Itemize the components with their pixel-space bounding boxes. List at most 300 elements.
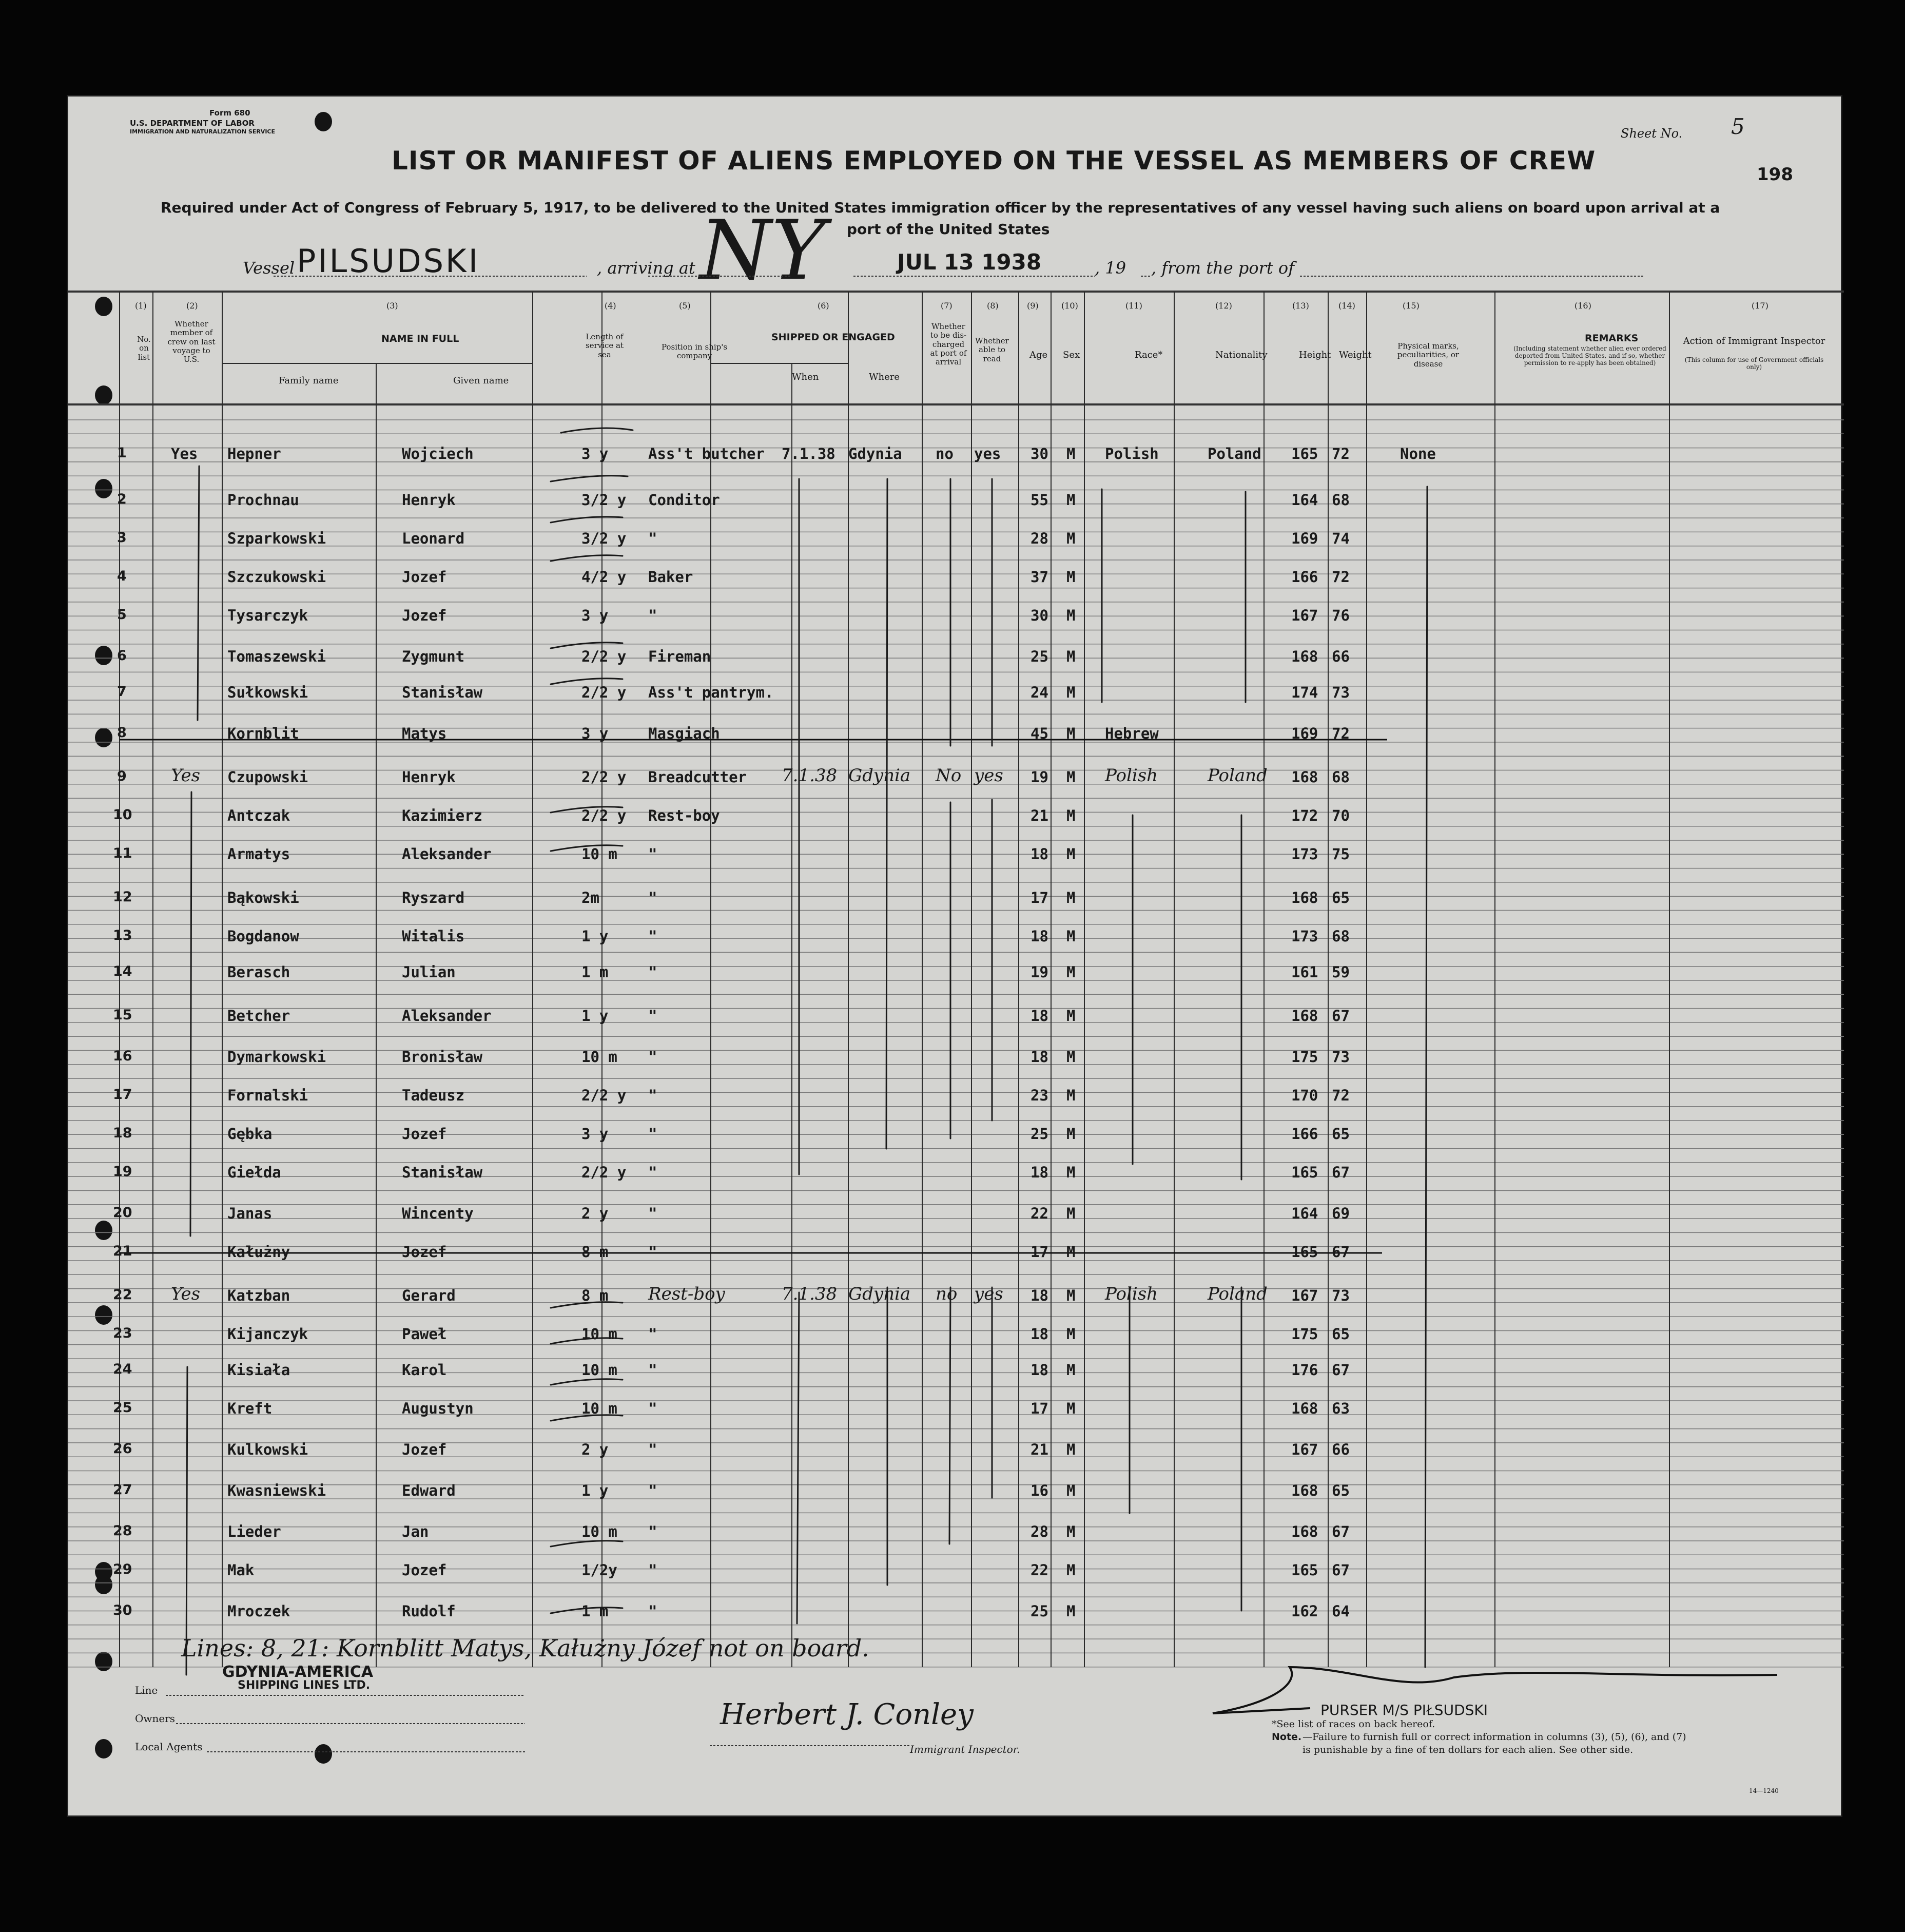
cell-family: Prochnau — [227, 491, 299, 509]
cell-height: 168 — [1291, 1007, 1318, 1025]
arriving-label: , arriving at — [597, 258, 695, 278]
handwritten-note: Lines: 8, 21: Kornblitt Matys, Kałużny Józef not on board. — [181, 1634, 869, 1662]
cell-height: 173 — [1291, 845, 1318, 863]
cell-age: 16 — [1031, 1482, 1048, 1499]
cell-given: Leonard — [402, 530, 465, 547]
cell-height: 168 — [1291, 648, 1318, 665]
cell-race: Hebrew — [1105, 725, 1159, 742]
cell-weight: 76 — [1332, 607, 1350, 624]
header-length-of-service: Length of service at sea — [585, 332, 624, 359]
cell-age: 17 — [1031, 1243, 1048, 1261]
cell-length: 2/2 y — [581, 684, 627, 701]
cell-no: 16 — [113, 1048, 132, 1064]
cell-position: " — [648, 1243, 657, 1261]
cell-given: Tadeusz — [402, 1087, 465, 1104]
form-number: Form 680 — [209, 108, 250, 118]
sheet-number: 5 — [1731, 114, 1745, 139]
header-shipped-engaged: SHIPPED OR ENGAGED — [771, 332, 895, 343]
cell-disch: no — [936, 1284, 958, 1304]
cell-age: 22 — [1031, 1205, 1048, 1222]
header-no-on-list: No. on list — [137, 335, 151, 362]
cell-sex: M — [1066, 963, 1076, 981]
races-note: *See list of races on back hereof. — [1272, 1718, 1435, 1730]
header-when: When — [792, 372, 819, 382]
cell-family: Katzban — [227, 1287, 290, 1304]
purser-stamp: PURSER M/S PIŁSUDSKI — [1320, 1702, 1488, 1718]
header-sex: Sex — [1063, 350, 1080, 360]
cell-age: 18 — [1031, 1325, 1048, 1343]
service-name: IMMIGRATION AND NATURALIZATION SERVICE — [130, 128, 276, 135]
cell-family: Gębka — [227, 1125, 273, 1143]
column-number: (11) — [1125, 301, 1142, 311]
cell-height: 164 — [1291, 491, 1318, 509]
inspector-label: Immigrant Inspector. — [910, 1743, 1020, 1755]
column-number: (14) — [1338, 301, 1355, 311]
cell-length: 1 y — [581, 1007, 609, 1025]
cell-age: 28 — [1031, 1523, 1048, 1540]
cell-length: 10 m — [581, 1400, 617, 1417]
cell-age: 19 — [1031, 768, 1048, 786]
cell-position: " — [648, 607, 657, 624]
cell-height: 166 — [1291, 568, 1318, 586]
cell-no: 14 — [113, 963, 132, 979]
cell-height: 167 — [1291, 1287, 1318, 1304]
arriving-port: NY — [699, 202, 826, 298]
header-remarks-sub: (Including statement whether alien ever ordered deported from United States, and if so, whether permission to re-apply has been obtained) — [1513, 345, 1666, 366]
cell-family: Szparkowski — [227, 530, 326, 547]
cell-length: 10 m — [581, 1325, 617, 1343]
cell-family: Lieder — [227, 1523, 281, 1540]
cell-family: Szczukowski — [227, 568, 326, 586]
page-subtitle: Required under Act of Congress of February 5, 1917, to be delivered to the United States immigration officer by the representatives of any vessel having such aliens on board upon arrival at a — [161, 199, 1720, 216]
cell-family: Kwasniewski — [227, 1482, 326, 1499]
header-member-of-crew: Whether member of crew on last voyage to U.S. — [167, 319, 216, 364]
cell-given: Witalis — [402, 928, 465, 945]
cell-weight: 74 — [1332, 530, 1350, 547]
cell-family: Kulkowski — [227, 1441, 308, 1458]
cell-race: Polish — [1105, 765, 1158, 786]
cell-position: Conditor — [648, 491, 720, 509]
cell-weight: 65 — [1332, 1125, 1350, 1143]
cell-sex: M — [1066, 1007, 1076, 1025]
cell-family: Kornblit — [227, 725, 299, 742]
cell-no: 22 — [113, 1287, 132, 1303]
cell-age: 21 — [1031, 807, 1048, 824]
cell-no: 29 — [113, 1561, 132, 1577]
cell-no: 26 — [113, 1441, 132, 1457]
header-physical-marks: Physical marks, peculiarities, or disease — [1397, 341, 1460, 369]
cell-position: Masgiach — [648, 725, 720, 742]
cell-family: Fornalski — [227, 1087, 308, 1104]
cell-height: 165 — [1291, 445, 1318, 462]
cell-position: " — [648, 1087, 657, 1104]
cell-length: 2/2 y — [581, 1087, 627, 1104]
cell-position: " — [648, 1602, 657, 1620]
cell-family: Kałużny — [227, 1243, 290, 1261]
cell-height: 169 — [1291, 530, 1318, 547]
cell-age: 18 — [1031, 1048, 1048, 1066]
header-age: Age — [1029, 350, 1048, 360]
cell-length: 3 y — [581, 445, 609, 462]
cell-given: Karol — [402, 1361, 447, 1379]
column-number: (10) — [1061, 301, 1078, 311]
header-discharged: Whether to be dis-charged at port of arrival — [930, 322, 967, 366]
cell-read: yes — [974, 765, 1003, 786]
cell-length: 2/2 y — [581, 1164, 627, 1181]
cell-length: 3/2 y — [581, 491, 627, 509]
cell-height: 174 — [1291, 684, 1318, 701]
cell-height: 168 — [1291, 1400, 1318, 1417]
cell-position: " — [648, 1125, 657, 1143]
cell-position: Rest-boy — [648, 1284, 725, 1304]
cell-length: 10 m — [581, 1048, 617, 1066]
header-position: Position in ship's company — [661, 342, 728, 361]
cell-given: Stanisław — [402, 684, 483, 701]
cell-age: 21 — [1031, 1441, 1048, 1458]
cell-no: 11 — [113, 845, 132, 861]
cell-sex: M — [1066, 1482, 1076, 1499]
cell-sex: M — [1066, 768, 1076, 786]
cell-position: " — [648, 1441, 657, 1458]
cell-weight: 64 — [1332, 1602, 1350, 1620]
cell-weight: 73 — [1332, 1048, 1350, 1066]
cell-family: Czupowski — [227, 768, 308, 786]
cell-no: 12 — [113, 889, 132, 905]
cell-position: " — [648, 1325, 657, 1343]
cell-family: Tysarczyk — [227, 607, 308, 624]
cell-sex: M — [1066, 1400, 1076, 1417]
cell-length: 1 m — [581, 963, 609, 981]
cell-age: 18 — [1031, 928, 1048, 945]
cell-family: Dymarkowski — [227, 1048, 326, 1066]
cell-length: 2/2 y — [581, 768, 627, 786]
cell-family: Betcher — [227, 1007, 290, 1025]
cell-given: Jan — [402, 1523, 429, 1540]
cell-sex: M — [1066, 491, 1076, 509]
cell-family: Giełda — [227, 1164, 281, 1181]
footer-lines — [68, 96, 1844, 1819]
cell-family: Berasch — [227, 963, 290, 981]
year-label: , 19 — [1095, 258, 1126, 278]
cell-weight: 65 — [1332, 889, 1350, 906]
cell-sex: M — [1066, 1087, 1076, 1104]
cell-sex: M — [1066, 725, 1076, 742]
column-number: (12) — [1215, 301, 1232, 311]
cell-no: 28 — [113, 1523, 132, 1539]
cell-family: Hepner — [227, 445, 281, 462]
cell-height: 173 — [1291, 928, 1318, 945]
cell-read: yes — [974, 1284, 1003, 1304]
owners-label: Owners — [135, 1712, 176, 1725]
cell-height: 167 — [1291, 607, 1318, 624]
cell-no: 10 — [113, 807, 132, 823]
cell-sex: M — [1066, 928, 1076, 945]
cell-given: Jozef — [402, 1243, 447, 1261]
cell-height: 162 — [1291, 1602, 1318, 1620]
cell-no: 25 — [113, 1400, 132, 1416]
cell-sex: M — [1066, 1325, 1076, 1343]
header-weight: Weight — [1339, 350, 1372, 360]
cell-given: Bronisław — [402, 1048, 483, 1066]
cell-given: Julian — [402, 963, 456, 981]
inspector-signature: Herbert J. Conley — [720, 1698, 974, 1731]
cell-nat: Poland — [1208, 1284, 1268, 1304]
cell-sex: M — [1066, 1361, 1076, 1379]
cell-member: Yes — [171, 765, 201, 786]
cell-no: 5 — [117, 607, 127, 623]
cell-weight: 72 — [1332, 445, 1350, 462]
cell-given: Edward — [402, 1482, 456, 1499]
cell-no: 19 — [113, 1164, 132, 1180]
cell-length: 1 y — [581, 928, 609, 945]
column-number: (9) — [1027, 301, 1039, 311]
cell-position: " — [648, 928, 657, 945]
line-label: Line — [135, 1684, 158, 1696]
cell-length: 10 m — [581, 1523, 617, 1540]
cell-length: 2 y — [581, 1441, 609, 1458]
vessel-name: PILSUDSKI — [297, 242, 480, 280]
cell-family: Bąkowski — [227, 889, 299, 906]
cell-read: yes — [974, 445, 1001, 462]
cell-length: 1/2y — [581, 1561, 617, 1579]
cell-sex: M — [1066, 1125, 1076, 1143]
cell-age: 18 — [1031, 1164, 1048, 1181]
header-height: Height — [1299, 350, 1331, 360]
cell-given: Jozef — [402, 1441, 447, 1458]
cell-given: Augustyn — [402, 1400, 474, 1417]
cell-age: 22 — [1031, 1561, 1048, 1579]
department-name: U.S. DEPARTMENT OF LABOR — [130, 119, 255, 128]
cell-given: Jozef — [402, 1125, 447, 1143]
column-number: (5) — [679, 301, 691, 311]
cell-no: 7 — [117, 684, 127, 700]
cell-height: 161 — [1291, 963, 1318, 981]
cell-no: 18 — [113, 1125, 132, 1141]
column-number: (6) — [818, 301, 829, 311]
header-able-to-read: Whether able to read — [975, 336, 1009, 363]
cell-no: 21 — [113, 1243, 132, 1259]
cell-sex: M — [1066, 568, 1076, 586]
cell-sex: M — [1066, 807, 1076, 824]
cell-sex: M — [1066, 1441, 1076, 1458]
column-number: (4) — [605, 301, 616, 311]
cell-age: 18 — [1031, 845, 1048, 863]
cell-family: Janas — [227, 1205, 273, 1222]
cell-age: 18 — [1031, 1007, 1048, 1025]
cell-weight: 73 — [1332, 684, 1350, 701]
cell-age: 18 — [1031, 1287, 1048, 1304]
cell-height: 168 — [1291, 889, 1318, 906]
column-number: (8) — [987, 301, 999, 311]
cell-length: 1 y — [581, 1482, 609, 1499]
cell-given: Matys — [402, 725, 447, 742]
cell-where: Gdynia — [848, 765, 911, 786]
cell-family: Mak — [227, 1561, 255, 1579]
cell-age: 19 — [1031, 963, 1048, 981]
header-given-name: Given name — [453, 375, 509, 386]
cell-family: Antczak — [227, 807, 290, 824]
cell-position: " — [648, 889, 657, 906]
cell-position: Rest-boy — [648, 807, 720, 824]
cell-given: Stanisław — [402, 1164, 483, 1181]
cell-weight: 68 — [1332, 928, 1350, 945]
cell-age: 45 — [1031, 725, 1048, 742]
cell-height: 169 — [1291, 725, 1318, 742]
cell-age: 30 — [1031, 607, 1048, 624]
cell-weight: 69 — [1332, 1205, 1350, 1222]
column-number: (16) — [1574, 301, 1591, 311]
cell-race: Polish — [1105, 1284, 1158, 1304]
cell-sex: M — [1066, 845, 1076, 863]
cell-given: Henryk — [402, 768, 456, 786]
cell-height: 165 — [1291, 1561, 1318, 1579]
cell-height: 168 — [1291, 1523, 1318, 1540]
header-name-in-full: NAME IN FULL — [381, 333, 459, 344]
cell-nat: Poland — [1208, 445, 1261, 462]
note-text: —Failure to furnish full or correct information in columns (3), (5), (6), and (7) — [1303, 1731, 1686, 1743]
cell-position: Baker — [648, 568, 693, 586]
cell-height: 168 — [1291, 768, 1318, 786]
cell-sex: M — [1066, 1561, 1076, 1579]
cell-length: 10 m — [581, 1361, 617, 1379]
header-family-name: Family name — [279, 375, 339, 386]
company-stamp-2: SHIPPING LINES LTD. — [238, 1679, 371, 1692]
column-number: (7) — [941, 301, 952, 311]
cell-sex: M — [1066, 1205, 1076, 1222]
cell-age: 17 — [1031, 1400, 1048, 1417]
cell-length: 2/2 y — [581, 648, 627, 665]
cell-family: Tomaszewski — [227, 648, 326, 665]
cell-height: 165 — [1291, 1164, 1318, 1181]
cell-position: " — [648, 1523, 657, 1540]
cell-age: 28 — [1031, 530, 1048, 547]
cell-given: Aleksander — [402, 845, 492, 863]
cell-position: " — [648, 530, 657, 547]
sheet-label: Sheet No. — [1621, 126, 1683, 141]
cell-weight: 67 — [1332, 1164, 1350, 1181]
cell-when: 7.1.38 — [782, 765, 838, 786]
cell-height: 164 — [1291, 1205, 1318, 1222]
cell-no: 13 — [113, 928, 132, 943]
cell-physical: None — [1400, 445, 1436, 462]
form-code: 14—1240 — [1749, 1787, 1779, 1794]
cell-given: Rudolf — [402, 1602, 456, 1620]
cell-weight: 66 — [1332, 1441, 1350, 1458]
cell-no: 3 — [117, 530, 127, 546]
cell-given: Wojciech — [402, 445, 474, 462]
cell-given: Zygmunt — [402, 648, 465, 665]
cell-no: 20 — [113, 1205, 132, 1221]
cell-weight: 67 — [1332, 1361, 1350, 1379]
cell-no: 1 — [117, 445, 127, 461]
cell-position: Ass't pantrym. — [648, 684, 774, 701]
cell-sex: M — [1066, 607, 1076, 624]
local-agents-label: Local Agents — [135, 1741, 203, 1753]
cell-age: 25 — [1031, 648, 1048, 665]
cell-weight: 67 — [1332, 1561, 1350, 1579]
column-number: (17) — [1752, 301, 1768, 311]
cell-height: 175 — [1291, 1048, 1318, 1066]
cell-weight: 65 — [1332, 1482, 1350, 1499]
cell-position: Breadcutter — [648, 768, 747, 786]
manifest-sheet — [67, 95, 1842, 1817]
column-number: (13) — [1292, 301, 1309, 311]
cell-position: " — [648, 1361, 657, 1379]
cell-race: Polish — [1105, 445, 1159, 462]
cell-weight: 67 — [1332, 1007, 1350, 1025]
cell-where: Gdynia — [848, 445, 902, 462]
cell-sex: M — [1066, 889, 1076, 906]
cell-sex: M — [1066, 1523, 1076, 1540]
cell-height: 172 — [1291, 807, 1318, 824]
column-number: (3) — [386, 301, 398, 311]
cell-age: 25 — [1031, 1125, 1048, 1143]
note-text-2: is punishable by a fine of ten dollars for each alien. See other side. — [1303, 1744, 1634, 1755]
cell-length: 2 y — [581, 1205, 609, 1222]
cell-length: 2m — [581, 889, 599, 906]
cell-weight: 67 — [1332, 1523, 1350, 1540]
company-stamp: GDYNIA-AMERICA — [222, 1663, 374, 1681]
cell-weight: 65 — [1332, 1325, 1350, 1343]
cell-height: 167 — [1291, 1441, 1318, 1458]
cell-family: Armatys — [227, 845, 290, 863]
cell-member: Yes — [171, 445, 198, 462]
cell-given: Ryszard — [402, 889, 465, 906]
cell-age: 24 — [1031, 684, 1048, 701]
cell-no: 17 — [113, 1087, 132, 1103]
header-nationality: Nationality — [1215, 350, 1268, 360]
cell-position: " — [648, 1205, 657, 1222]
cell-length: 2/2 y — [581, 807, 627, 824]
cell-family: Kisiała — [227, 1361, 290, 1379]
cell-weight: 68 — [1332, 491, 1350, 509]
cell-where: Gdynia — [848, 1284, 911, 1304]
page-subtitle-2: port of the United States — [847, 221, 1050, 238]
cell-sex: M — [1066, 445, 1076, 462]
header-race: Race* — [1135, 350, 1163, 360]
cell-age: 37 — [1031, 568, 1048, 586]
vessel-label: Vessel — [243, 258, 295, 278]
cell-given: Kazimierz — [402, 807, 483, 824]
cell-weight: 66 — [1332, 648, 1350, 665]
cell-height: 175 — [1291, 1325, 1318, 1343]
cell-position: " — [648, 1007, 657, 1025]
cell-sex: M — [1066, 1164, 1076, 1181]
from-port-label: , from the port of — [1151, 258, 1295, 278]
cell-sex: M — [1066, 684, 1076, 701]
cell-length: 10 m — [581, 845, 617, 863]
cell-height: 170 — [1291, 1087, 1318, 1104]
cell-member: Yes — [171, 1284, 201, 1304]
column-number: (2) — [186, 301, 198, 311]
cell-family: Kijanczyk — [227, 1325, 308, 1343]
cell-weight: 72 — [1332, 1087, 1350, 1104]
cell-age: 17 — [1031, 889, 1048, 906]
cell-position: " — [648, 1164, 657, 1181]
cell-position: Fireman — [648, 648, 711, 665]
cell-weight: 67 — [1332, 1243, 1350, 1261]
cell-no: 4 — [117, 568, 127, 584]
cell-weight: 59 — [1332, 963, 1350, 981]
cell-nat: Poland — [1208, 765, 1268, 786]
cell-no: 15 — [113, 1007, 132, 1023]
cell-weight: 72 — [1332, 725, 1350, 742]
cell-length: 3/2 y — [581, 530, 627, 547]
cell-age: 55 — [1031, 491, 1048, 509]
cell-disch: No — [936, 765, 962, 786]
cell-position: " — [648, 1482, 657, 1499]
cell-family: Bogdanow — [227, 928, 299, 945]
